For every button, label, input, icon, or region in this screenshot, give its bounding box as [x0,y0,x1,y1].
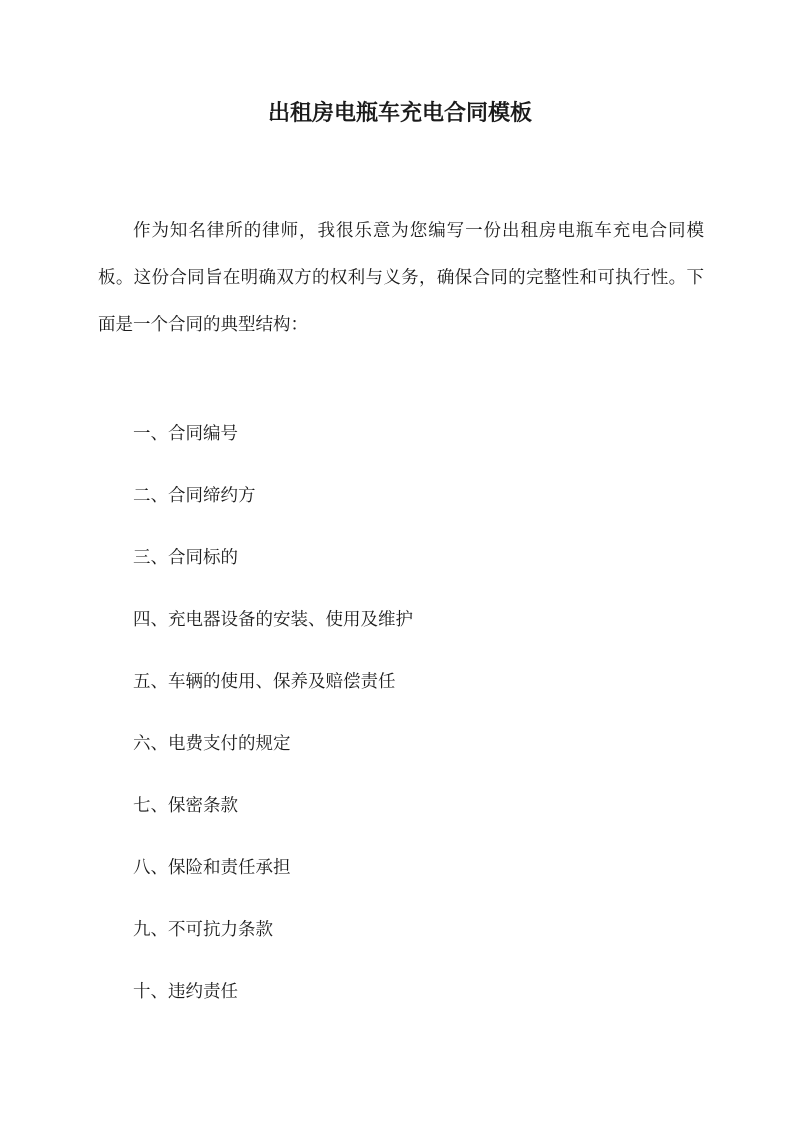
outline-item-3: 三、合同标的 [133,548,238,568]
outline-item-4: 四、充电器设备的安装、使用及维护 [133,610,413,630]
outline-item-2: 二、合同缔约方 [133,486,256,506]
outline-item-10: 十、违约责任 [133,982,238,1002]
outline-item-7: 七、保密条款 [133,796,238,816]
outline-item-9: 九、不可抗力条款 [133,920,273,940]
outline-item-6: 六、电费支付的规定 [133,734,291,754]
outline-item-5: 五、车辆的使用、保养及赔偿责任 [133,672,396,692]
intro-paragraph: 作为知名律所的律师，我很乐意为您编写一份出租房电瓶车充电合同模板。这份合同旨在明确双方的权利与义务，确保合同的完整性和可执行性。下面是一个合同的典型结构： [98,221,704,335]
outline-item-1: 一、合同编号 [133,424,238,444]
outline-item-8: 八、保险和责任承担 [133,858,291,878]
document-title: 出租房电瓶车充电合同模板 [267,100,532,126]
contract-outline-list [133,416,413,1036]
